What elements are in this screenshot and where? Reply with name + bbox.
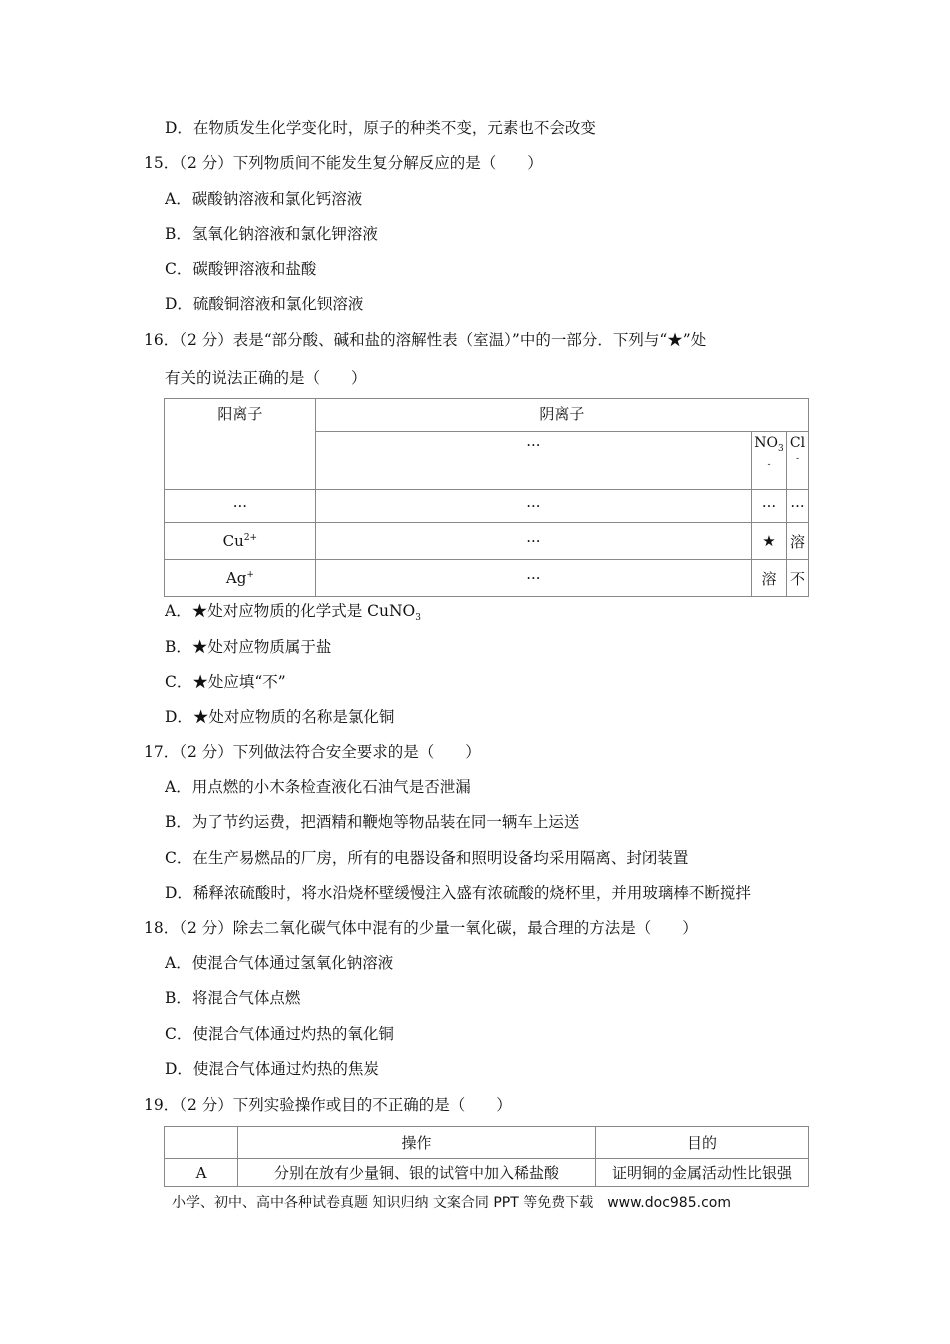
footer-text: 小学、初中、高中各种试卷真题 知识归纳 文案合同 PPT 等免费下载 www.doc985.com: [172, 1195, 731, 1211]
solubility-table: [164, 398, 809, 597]
q16-option-c: C．★处应填“不”: [165, 673, 286, 691]
dots-cell: ···: [315, 432, 751, 490]
q18-option-c: C．使混合气体通过灼热的氧化铜: [165, 1025, 394, 1043]
cl-header: Cl -: [786, 432, 808, 490]
ag-no3-cell: 溶: [752, 560, 787, 597]
q18-option-b: B．将混合气体点燃: [165, 989, 301, 1007]
star-cell: ★: [752, 523, 787, 560]
q16-option-d: D．★处对应物质的名称是氯化铜: [165, 708, 395, 726]
row-a-goal: 证明铜的金属活动性比银强: [596, 1159, 809, 1187]
anion-header: 阴离子: [315, 399, 808, 432]
question-17: 17．（2 分）下列做法符合安全要求的是（ ）: [144, 743, 481, 761]
q15-option-c: C．碳酸钾溶液和盐酸: [165, 260, 317, 278]
q14-option-d: D．在物质发生化学变化时，原子的种类不变，元素也不会改变: [165, 119, 596, 137]
question-18: 18．（2 分）除去二氧化碳气体中混有的少量一氧化碳，最合理的方法是（ ）: [144, 919, 698, 937]
question-19: 19．（2 分）下列实验操作或目的不正确的是（ ）: [144, 1096, 512, 1114]
question-15: 15．（2 分）下列物质间不能发生复分解反应的是（ ）: [144, 154, 543, 172]
q17-option-a: A．用点燃的小木条检查液化石油气是否泄漏: [165, 778, 471, 796]
q18-option-d: D．使混合气体通过灼热的焦炭: [165, 1060, 379, 1078]
dots-cell: ···: [315, 560, 751, 597]
question-16-cont: 有关的说法正确的是（ ）: [165, 369, 367, 387]
goal-header: 目的: [596, 1127, 809, 1159]
q16-option-b: B．★处对应物质属于盐: [165, 638, 332, 656]
empty-header: [165, 1127, 238, 1159]
experiment-table: [164, 1126, 809, 1187]
question-16: 16．（2 分）表是“部分酸、碱和盐的溶解性表（室温）”中的一部分．下列与“★”处: [144, 331, 707, 349]
cu-cation: $Cu^{2+}$: [165, 523, 316, 560]
q18-option-a: A．使混合气体通过氢氧化钠溶液: [165, 954, 394, 972]
ag-cation: Ag+: [165, 560, 316, 597]
dots-cell: ···: [786, 490, 808, 523]
dots-cell: ···: [752, 490, 787, 523]
dots-cell: ···: [165, 490, 316, 523]
q15-option-d: D．硫酸铜溶液和氯化钡溶液: [165, 295, 364, 313]
cu-cl-cell: 溶: [786, 523, 808, 560]
q17-option-c: C．在生产易燃品的厂房，所有的电器设备和照明设备均采用隔离、封闭装置: [165, 849, 689, 867]
no3-header: $NO_3$ -: [752, 432, 787, 490]
q17-option-d: D．稀释浓硫酸时，将水沿烧杯壁缓慢注入盛有浓硫酸的烧杯里，并用玻璃棒不断搅拌: [165, 884, 751, 902]
q16-option-a: A．★处对应物质的化学式是 CuNO$_3$: [165, 602, 421, 624]
q15-option-a: A．碳酸钠溶液和氯化钙溶液: [165, 190, 363, 208]
operation-header: 操作: [238, 1127, 596, 1159]
q15-option-b: B．氢氧化钠溶液和氯化钾溶液: [165, 225, 378, 243]
row-a-label: A: [165, 1159, 238, 1187]
row-a-operation: 分别在放有少量铜、银的试管中加入稀盐酸: [238, 1159, 596, 1187]
q17-option-b: B．为了节约运费，把酒精和鞭炮等物品装在同一辆车上运送: [165, 813, 580, 831]
dots-cell: ···: [315, 523, 751, 560]
dots-cell: ···: [315, 490, 751, 523]
cation-header: 阳离子: [165, 399, 316, 490]
ag-cl-cell: 不: [786, 560, 808, 597]
